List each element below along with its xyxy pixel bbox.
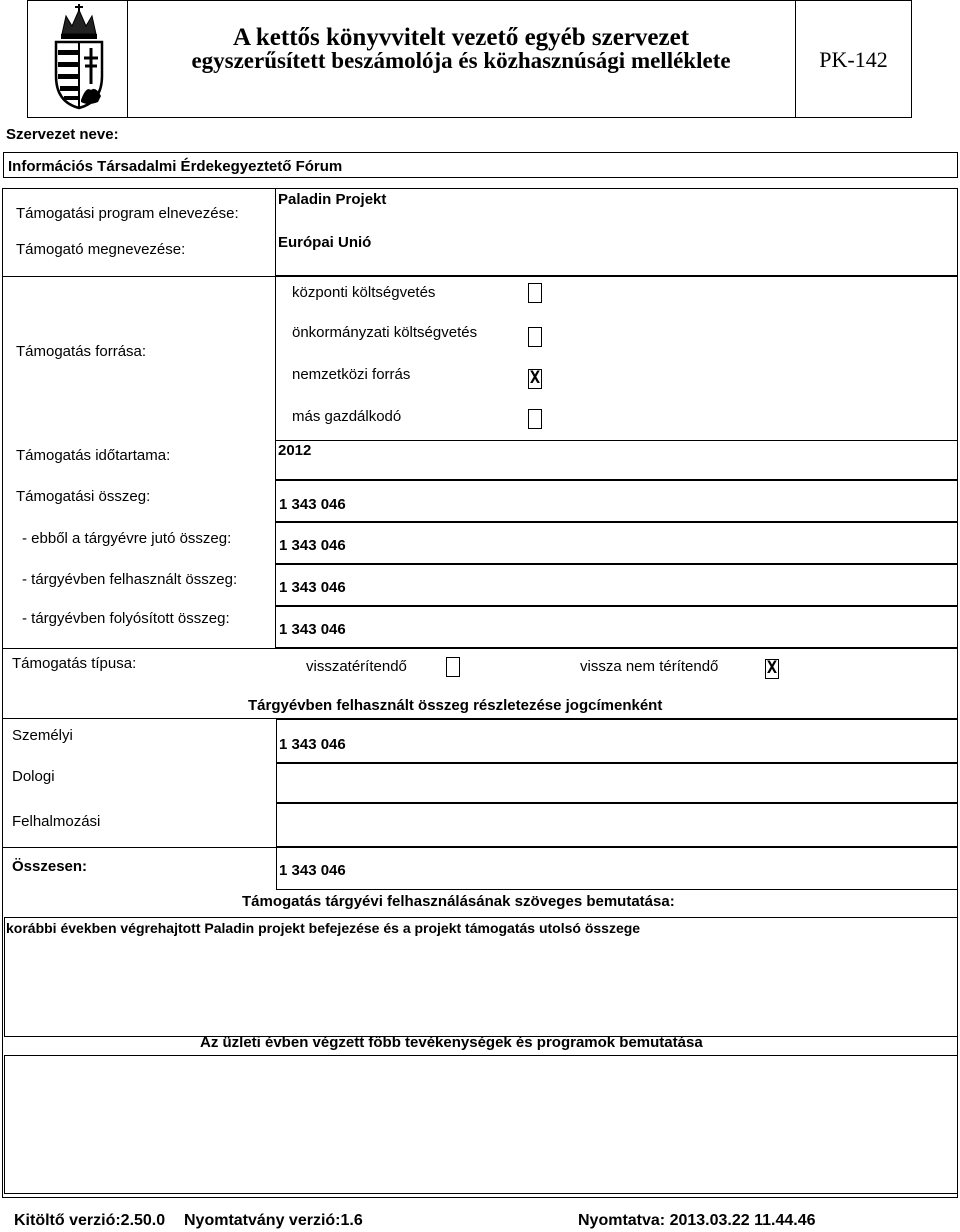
breakdown-title: Tárgyévben felhasznált összeg részletezése jogcímenként [248, 697, 663, 714]
supporter-value: Európai Unió [278, 234, 372, 251]
type-nonrefundable-label: vissza nem térítendő [580, 658, 719, 675]
activities-text-area[interactable] [4, 1055, 958, 1194]
amount-disbursed-field[interactable] [275, 606, 958, 648]
activities-title: Az üzleti évben végzett főbb tevékenységek és programok bemutatása [200, 1034, 703, 1051]
type-refundable-checkbox[interactable] [446, 657, 460, 677]
program-name-value: Paladin Projekt [278, 191, 387, 208]
footer-form-version: Nyomtatvány verzió:1.6 [184, 1212, 363, 1229]
breakdown-total-field[interactable] [276, 847, 958, 890]
amount-total-value: 1 343 046 [279, 496, 346, 513]
program-name-label: Támogatási program elnevezése: [16, 205, 239, 222]
breakdown-material-label: Dologi [12, 768, 55, 785]
breakdown-personal-label: Személyi [12, 727, 73, 744]
source-option-other-business: más gazdálkodó [292, 408, 402, 425]
amount-used-value: 1 343 046 [279, 579, 346, 596]
duration-label: Támogatás időtartama: [16, 447, 171, 464]
source-checkbox-international[interactable]: X [529, 368, 541, 388]
type-nonrefundable-checkbox[interactable]: X [766, 658, 778, 678]
breakdown-total-value: 1 343 046 [279, 862, 346, 879]
hungarian-coat-of-arms-icon [48, 4, 110, 110]
breakdown-accumulation-label: Felhalmozási [12, 813, 101, 830]
type-label: Támogatás típusa: [12, 655, 137, 672]
breakdown-material-field[interactable] [276, 763, 958, 803]
amount-current-year-label: - ebből a tárgyévre jutó összeg: [22, 530, 232, 547]
duration-value: 2012 [278, 442, 312, 459]
form-title-line2: egyszerűsített beszámolója és közhasznúsági melléklete [191, 48, 731, 73]
source-option-local-budget: önkormányzati költségvetés [292, 324, 478, 341]
breakdown-personal-field[interactable] [276, 719, 958, 763]
amount-total-field[interactable] [275, 480, 958, 522]
source-option-central-budget: központi költségvetés [292, 284, 436, 301]
amount-used-field[interactable] [275, 564, 958, 606]
source-checkbox-other-business[interactable] [528, 409, 542, 429]
usage-title: Támogatás tárgyévi felhasználásának szöveges bemutatása: [242, 893, 675, 910]
source-checkbox-central-budget[interactable] [528, 283, 542, 303]
divider [275, 276, 276, 440]
breakdown-personal-value: 1 343 046 [279, 736, 346, 753]
footer-printed: Nyomtatva: 2013.03.22 11.44.46 [578, 1212, 816, 1229]
supporter-label: Támogató megnevezése: [16, 241, 186, 258]
amount-disbursed-label: - tárgyévben folyósított összeg: [22, 610, 230, 627]
org-name-value: Információs Társadalmi Érdekegyeztető Fórum [8, 158, 343, 175]
source-checkbox-local-budget[interactable] [528, 327, 542, 347]
form-title-line1: A kettős könyvvitelt vezető egyéb szervezet [232, 24, 690, 51]
source-option-international: nemzetközi forrás [292, 366, 411, 383]
duration-field[interactable] [275, 440, 958, 480]
form-code: PK-142 [819, 47, 888, 72]
amount-disbursed-value: 1 343 046 [279, 621, 346, 638]
amount-used-label: - tárgyévben felhasznált összeg: [22, 571, 238, 588]
usage-text: korábbi években végrehajtott Paladin projekt befejezése és a projekt támogatás utolsó összege [6, 920, 641, 936]
amount-current-year-field[interactable] [275, 522, 958, 564]
divider [2, 648, 958, 649]
divider [2, 276, 958, 277]
footer-filler-version: Kitöltő verzió:2.50.0 [14, 1212, 166, 1229]
breakdown-total-label: Összesen: [12, 858, 88, 875]
amount-total-label: Támogatási összeg: [16, 488, 151, 505]
org-name-label: Szervezet neve: [6, 126, 119, 143]
type-refundable-label: visszatérítendő [306, 658, 407, 675]
amount-current-year-value: 1 343 046 [279, 537, 346, 554]
breakdown-accumulation-field[interactable] [276, 803, 958, 847]
source-label: Támogatás forrása: [16, 343, 147, 360]
